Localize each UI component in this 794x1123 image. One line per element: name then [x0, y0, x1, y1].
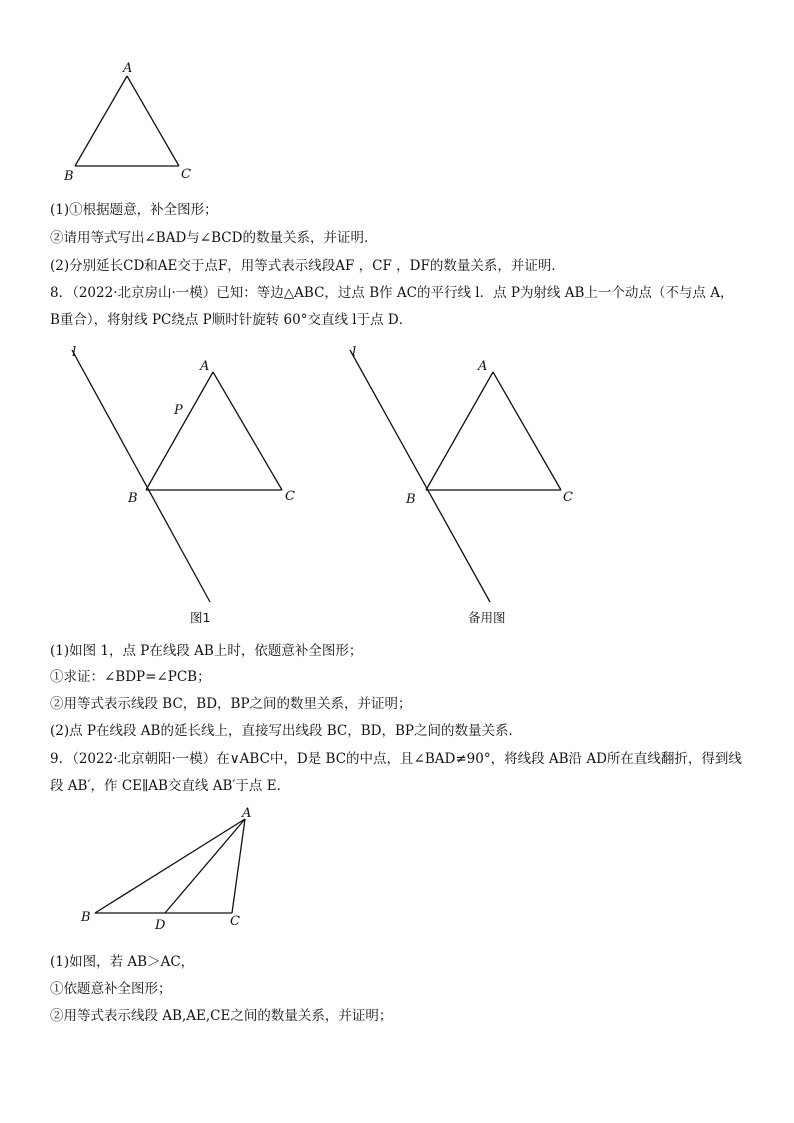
label-a: A — [478, 359, 488, 374]
label-a: A — [242, 806, 252, 821]
q9-figure — [75, 805, 275, 935]
caption-figure-1: 图1 — [190, 610, 211, 625]
q9-line-1: (1)如图，若 AB＞AC， — [50, 954, 195, 970]
segment-ad — [165, 819, 245, 913]
label-a: A — [123, 61, 133, 76]
q8-stem-line-2: B重合），将射线 PC绕点 P顺时针旋转 60°交直线 l于点 D． — [50, 312, 413, 328]
q8-figure-backup — [340, 340, 600, 630]
q9-stem-line-2: 段 AB′，作 CE∥AB交直线 AB′于点 E． — [50, 778, 291, 794]
label-b: B — [64, 169, 74, 184]
q7-line-1: (1)①根据题意，补全图形； — [50, 202, 218, 218]
label-l: l — [352, 345, 357, 360]
label-c: C — [230, 914, 240, 929]
q8-line-3: ②用等式表示线段 BC，BD，BP之间的数里关系，并证明； — [50, 696, 412, 712]
figure-triangle-abc — [55, 58, 215, 188]
label-p: P — [174, 403, 183, 418]
caption-backup-figure: 备用图 — [468, 610, 506, 625]
segment-ac — [213, 372, 282, 490]
segment-ab — [426, 372, 493, 490]
q7-line-3: (2)分别延长CD和AE交于点F，用等式表示线段AF ，CF ，DF的数量关系，并证明． — [50, 258, 565, 274]
segment-ac — [493, 372, 561, 490]
q8-stem-line-1: 8．（2022·北京房山·一模）已知：等边△ABC，过点 B作 AC的平行线 l．点 P为射线 AB上一个动点（不与点 A， — [50, 285, 734, 301]
q7-line-2: ②请用等式写出∠BAD与∠BCD的数量关系，并证明． — [50, 230, 378, 246]
label-d: D — [155, 918, 166, 933]
q9-line-2: ①依题意补全图形； — [50, 981, 172, 997]
line-l — [72, 350, 210, 602]
label-a: A — [200, 359, 210, 374]
label-l: l — [72, 345, 77, 360]
q9-line-3: ②用等式表示线段 AB,AE,CE之间的数量关系，并证明； — [50, 1008, 393, 1024]
label-c: C — [563, 490, 573, 505]
segment-ac — [127, 76, 179, 166]
q9-stem-line-1: 9．（2022·北京朝阳·一模）在∨ABC中，D是 BC的中点，且∠BAD≠90°，将线段 AB沿 AD所在直线翻折，得到线 — [50, 751, 742, 767]
line-l — [350, 350, 490, 602]
label-b: B — [81, 910, 91, 925]
segment-ab — [75, 76, 127, 166]
segment-ab — [95, 819, 245, 913]
q8-line-4: (2)点 P在线段 AB的延长线上，直接写出线段 BC，BD，BP之间的数量关系． — [50, 723, 522, 739]
label-c: C — [181, 167, 191, 182]
segment-ab — [146, 372, 213, 490]
label-b: B — [406, 492, 416, 507]
q8-line-2: ①求证：∠BDP=∠PCB； — [50, 669, 211, 685]
q8-figure-1 — [60, 340, 320, 630]
segment-ac — [232, 819, 245, 913]
label-b: B — [128, 491, 138, 506]
label-c: C — [285, 489, 295, 504]
q8-line-1: (1)如图 1，点 P在线段 AB上时，依题意补全图形； — [50, 643, 363, 659]
